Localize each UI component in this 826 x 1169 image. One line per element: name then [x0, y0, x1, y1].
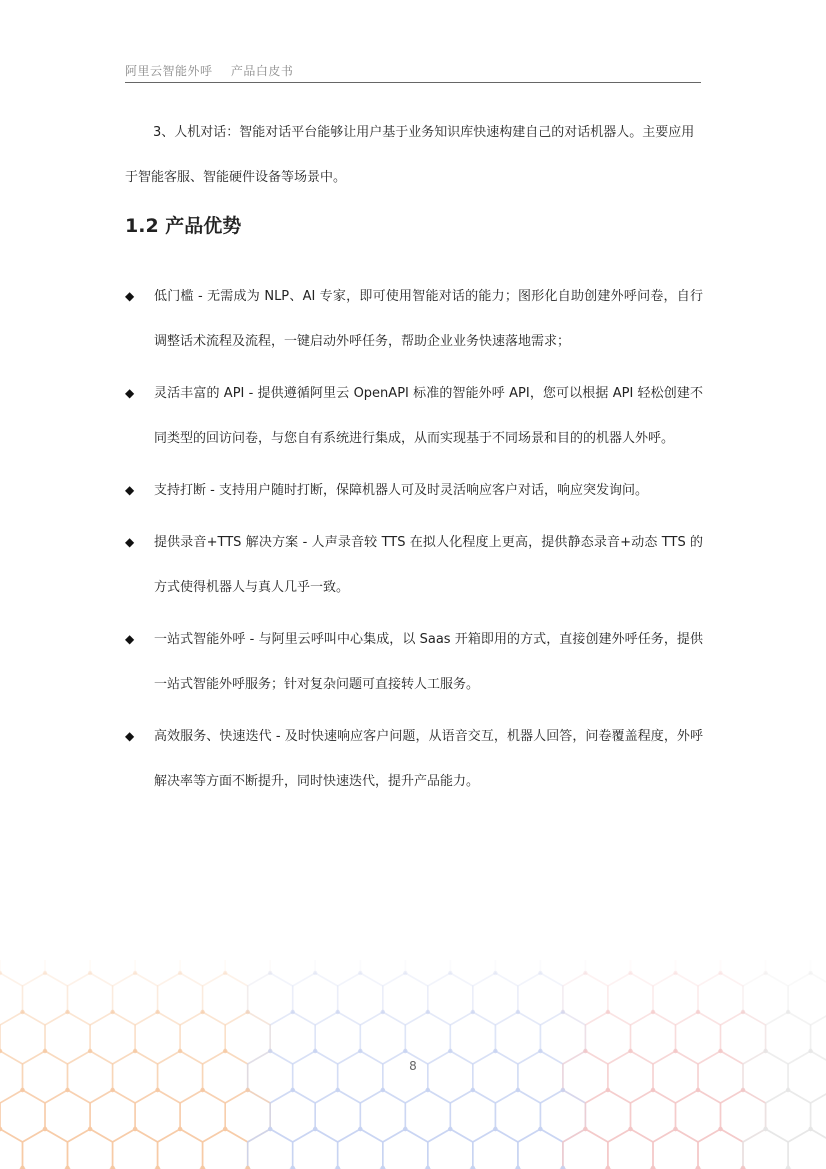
hexagon-shape: [135, 960, 180, 986]
hexagon-shape: [45, 960, 90, 986]
diamond-bullet-icon: ◆: [125, 729, 135, 743]
hexagon-shape: [788, 973, 826, 1025]
hexagon-shape: [203, 973, 248, 1025]
hexagon-shape: [0, 1129, 23, 1169]
pattern-node-dot: [763, 1127, 767, 1131]
hexagon-shape: [563, 1129, 608, 1169]
advantage-text: 一站式智能外呼 - 与阿里云呼叫中心集成，以 Saas 开箱即用的方式，直接创建外呼任务，提供一站式智能外呼服务；针对复杂问题可直接转人工服务。: [154, 632, 703, 692]
pattern-node-dot: [200, 1010, 204, 1014]
pattern-node-dot: [381, 1088, 385, 1092]
pattern-node-dot: [313, 1127, 317, 1131]
advantage-item: [125, 274, 703, 364]
pattern-node-dot: [313, 971, 317, 975]
hexagon-shape: [450, 1012, 495, 1064]
pattern-node-dot: [493, 1127, 497, 1131]
hexagon-shape: [0, 1090, 45, 1142]
hexagon-shape: [135, 1012, 180, 1064]
pattern-node-dot: [223, 1127, 227, 1131]
diamond-bullet-icon: ◆: [125, 632, 135, 646]
pattern-node-dot: [223, 1049, 227, 1053]
pattern-node-dot: [448, 1127, 452, 1131]
hexagon-shape: [788, 1129, 826, 1169]
hexagon-shape: [721, 1090, 766, 1142]
pattern-node-dot: [538, 1127, 542, 1131]
hexagon-shape: [90, 1012, 135, 1064]
hexagon-shape: [608, 973, 653, 1025]
pattern-node-dot: [178, 1049, 182, 1053]
pattern-node-dot: [313, 1049, 317, 1053]
hexagon-shape: [766, 1012, 811, 1064]
pattern-node-dot: [65, 1010, 69, 1014]
hexagon-shape: [495, 960, 540, 986]
pattern-node-dot: [471, 1010, 475, 1014]
pattern-node-dot: [741, 1088, 745, 1092]
hexagon-shape: [766, 1090, 811, 1142]
pattern-node-dot: [43, 971, 47, 975]
advantage-text: 提供录音+TTS 解决方案 - 人声录音较 TTS 在拟人化程度上更高，提供静态录音+动态 TTS 的方式使得机器人与真人几乎一致。: [154, 535, 703, 595]
pattern-node-dot: [493, 1049, 497, 1053]
advantage-text: 低门槛 - 无需成为 NLP、AI 专家，即可使用智能对话的能力；图形化自助创建外呼问卷，自行调整话术流程及流程，一键启动外呼任务，帮助企业业务快速落地需求；: [154, 289, 703, 349]
hexagon-shape: [608, 1129, 653, 1169]
hexagon-shape: [68, 1129, 113, 1169]
pattern-node-dot: [291, 1088, 295, 1092]
pattern-node-dot: [606, 1010, 610, 1014]
pattern-node-dot: [246, 1010, 250, 1014]
hexagon-shape: [540, 1012, 585, 1064]
pattern-node-dot: [20, 1088, 24, 1092]
header-brand: 阿里云智能外呼: [125, 64, 213, 78]
hexagon-shape: [68, 973, 113, 1025]
hexagon-shape: [428, 973, 473, 1025]
hexagon-shape: [631, 1012, 676, 1064]
pattern-node-dot: [628, 971, 632, 975]
advantage-item: [125, 617, 703, 707]
hexagon-shape: [518, 973, 563, 1025]
pattern-node-dot: [200, 1088, 204, 1092]
pattern-node-dot: [718, 1049, 722, 1053]
hexagon-shape: [248, 973, 293, 1025]
hexagon-shape: [405, 1012, 450, 1064]
pattern-node-dot: [358, 1127, 362, 1131]
advantage-text: 灵活丰富的 API - 提供遵循阿里云 OpenAPI 标准的智能外呼 API，您可以根据 API 轻松创建不同类型的回访问卷，与您自有系统进行集成，从而实现基于不同场景和目的的机器人外呼。: [154, 386, 703, 446]
hexagon-shape: [631, 960, 676, 986]
advantage-item: [125, 468, 703, 513]
pattern-node-dot: [403, 1049, 407, 1053]
page-header: [125, 62, 293, 79]
pattern-node-dot: [718, 1127, 722, 1131]
pattern-node-dot: [493, 971, 497, 975]
pattern-node-dot: [88, 1127, 92, 1131]
pattern-node-dot: [448, 1049, 452, 1053]
hexagon-shape: [631, 1090, 676, 1142]
hexagon-shape: [473, 1129, 518, 1169]
pattern-node-dot: [561, 1010, 565, 1014]
hexagon-shape: [721, 960, 766, 986]
hexagon-shape: [135, 1090, 180, 1142]
hexagon-shape: [450, 960, 495, 986]
hexagon-shape: [676, 1012, 721, 1064]
diamond-bullet-icon: ◆: [125, 483, 135, 497]
hexagon-shape: [360, 1012, 405, 1064]
pattern-node-dot: [133, 971, 137, 975]
pattern-node-dot: [471, 1088, 475, 1092]
pattern-node-dot: [88, 971, 92, 975]
advantage-item: [125, 520, 703, 610]
pattern-node-dot: [561, 1088, 565, 1092]
pattern-node-dot: [155, 1088, 159, 1092]
hexagon-shape: [518, 1129, 563, 1169]
hexagon-shape: [338, 1129, 383, 1169]
hexagon-shape: [540, 1090, 585, 1142]
pattern-node-dot: [358, 971, 362, 975]
hexagon-shape: [225, 960, 270, 986]
hexagon-shape: [180, 960, 225, 986]
advantage-item: [125, 714, 703, 804]
pattern-node-dot: [178, 971, 182, 975]
diamond-bullet-icon: ◆: [125, 386, 135, 400]
hexagon-shape: [293, 973, 338, 1025]
pattern-node-dot: [583, 971, 587, 975]
pattern-node-dot: [426, 1010, 430, 1014]
hexagon-shape: [90, 960, 135, 986]
hexagon-shape: [23, 973, 68, 1025]
hexagon-shape: [180, 1012, 225, 1064]
pattern-node-dot: [65, 1088, 69, 1092]
hexagon-shape: [698, 973, 743, 1025]
hexagon-shape: [113, 1129, 158, 1169]
hexagon-shape: [676, 1090, 721, 1142]
pattern-node-dot: [538, 1049, 542, 1053]
pattern-node-dot: [133, 1127, 137, 1131]
hexagon-shape: [225, 1090, 270, 1142]
hexagon-shape: [585, 1012, 630, 1064]
hexagon-shape: [563, 973, 608, 1025]
pattern-node-dot: [673, 1049, 677, 1053]
pattern-node-dot: [673, 1127, 677, 1131]
pattern-node-dot: [696, 1088, 700, 1092]
hexagon-shape: [293, 1129, 338, 1169]
header-doc-type: 产品白皮书: [230, 64, 294, 78]
pattern-node-dot: [583, 1127, 587, 1131]
pattern-node-dot: [808, 1049, 812, 1053]
hexagon-shape: [180, 1090, 225, 1142]
hexagon-shape: [585, 960, 630, 986]
pattern-node-dot: [673, 971, 677, 975]
pattern-node-dot: [403, 971, 407, 975]
hexagon-shape: [23, 1129, 68, 1169]
pattern-node-dot: [538, 971, 542, 975]
hexagon-shape: [248, 1129, 293, 1169]
hexagon-shape: [428, 1129, 473, 1169]
hexagon-shape: [270, 1012, 315, 1064]
hexagon-shape: [495, 1012, 540, 1064]
pattern-node-dot: [628, 1049, 632, 1053]
hexagon-shape: [270, 1090, 315, 1142]
hexagon-shape: [495, 1090, 540, 1142]
pattern-node-dot: [268, 1127, 272, 1131]
pattern-node-dot: [786, 1088, 790, 1092]
pattern-node-dot: [651, 1088, 655, 1092]
hexagon-shape: [383, 973, 428, 1025]
pattern-node-dot: [43, 1049, 47, 1053]
pattern-node-dot: [808, 1127, 812, 1131]
hexagon-shape: [383, 1129, 428, 1169]
pattern-node-dot: [808, 971, 812, 975]
pattern-node-dot: [606, 1088, 610, 1092]
hexagon-shape: [360, 960, 405, 986]
pattern-node-dot: [20, 1010, 24, 1014]
pattern-node-dot: [246, 1088, 250, 1092]
hexagon-shape: [158, 973, 203, 1025]
pattern-node-dot: [133, 1049, 137, 1053]
hexagon-shape: [450, 1090, 495, 1142]
hexagon-shape: [766, 960, 811, 986]
pattern-node-dot: [155, 1010, 159, 1014]
advantage-text: 高效服务、快速迭代 - 及时快速响应客户问题，从语音交互，机器人回答，问卷覆盖程度，外呼解决率等方面不断提升，同时快速迭代，提升产品能力。: [154, 729, 703, 789]
pattern-node-dot: [696, 1010, 700, 1014]
advantage-text: 支持打断 - 支持用户随时打断，保障机器人可及时灵活响应客户对话，响应突发询问。: [154, 483, 648, 498]
pattern-node-dot: [178, 1127, 182, 1131]
hexagon-shape: [0, 1012, 45, 1064]
intro-paragraph: 3、人机对话：智能对话平台能够让用户基于业务知识库快速构建自己的对话机器人。主要应用于智能客服、智能硬件设备等场景中。: [125, 125, 695, 185]
pattern-node-dot: [426, 1088, 430, 1092]
pattern-node-dot: [110, 1088, 114, 1092]
hexagon-shape: [360, 1090, 405, 1142]
hexagon-shape: [90, 1090, 135, 1142]
pattern-node-dot: [651, 1010, 655, 1014]
hexagon-shape: [315, 960, 360, 986]
section-title: 1.2 产品优势: [125, 215, 242, 237]
hexagon-shape: [0, 973, 23, 1025]
pattern-node-dot: [268, 1049, 272, 1053]
pattern-node-dot: [718, 971, 722, 975]
hexagon-shape: [113, 973, 158, 1025]
hexagon-shape: [743, 1129, 788, 1169]
hexagon-shape: [338, 973, 383, 1025]
pattern-node-dot: [43, 1127, 47, 1131]
pattern-node-dot: [786, 1010, 790, 1014]
pattern-node-dot: [516, 1088, 520, 1092]
hexagon-shape: [653, 1129, 698, 1169]
pattern-node-dot: [403, 1127, 407, 1131]
hexagon-shape: [811, 960, 826, 986]
hexagon-shape: [158, 1129, 203, 1169]
hexagon-shape: [405, 960, 450, 986]
diamond-bullet-icon: ◆: [125, 535, 135, 549]
hexagon-shape: [743, 973, 788, 1025]
hexagon-shape: [405, 1090, 450, 1142]
pattern-node-dot: [516, 1010, 520, 1014]
hexagon-shape: [315, 1012, 360, 1064]
pattern-node-dot: [448, 971, 452, 975]
hexagon-shape: [45, 1012, 90, 1064]
pattern-node-dot: [88, 1049, 92, 1053]
hexagon-shape: [225, 1012, 270, 1064]
pattern-node-dot: [268, 971, 272, 975]
pattern-node-dot: [763, 971, 767, 975]
pattern-node-dot: [381, 1010, 385, 1014]
hexagon-shape: [698, 1129, 743, 1169]
pattern-node-dot: [628, 1127, 632, 1131]
pattern-node-dot: [110, 1010, 114, 1014]
pattern-node-dot: [741, 1010, 745, 1014]
hexagon-shape: [540, 960, 585, 986]
diamond-bullet-icon: ◆: [125, 289, 135, 303]
pattern-node-dot: [336, 1088, 340, 1092]
advantage-item: [125, 371, 703, 461]
pattern-node-dot: [223, 971, 227, 975]
hexagon-shape: [0, 960, 45, 986]
hexagon-shape: [315, 1090, 360, 1142]
pattern-node-dot: [358, 1049, 362, 1053]
hexagon-shape: [473, 973, 518, 1025]
hexagon-shape: [653, 973, 698, 1025]
advantages-list: [125, 274, 703, 811]
header-divider: [125, 82, 701, 83]
hexagon-shape: [203, 1129, 248, 1169]
pattern-node-dot: [763, 1049, 767, 1053]
hexagon-shape: [676, 960, 721, 986]
hexagon-shape: [45, 1090, 90, 1142]
hexagon-shape: [721, 1012, 766, 1064]
hexagon-shape: [270, 960, 315, 986]
page-number: 8: [409, 1059, 417, 1073]
pattern-node-dot: [583, 1049, 587, 1053]
hexagon-shape: [585, 1090, 630, 1142]
pattern-node-dot: [336, 1010, 340, 1014]
pattern-node-dot: [291, 1010, 295, 1014]
